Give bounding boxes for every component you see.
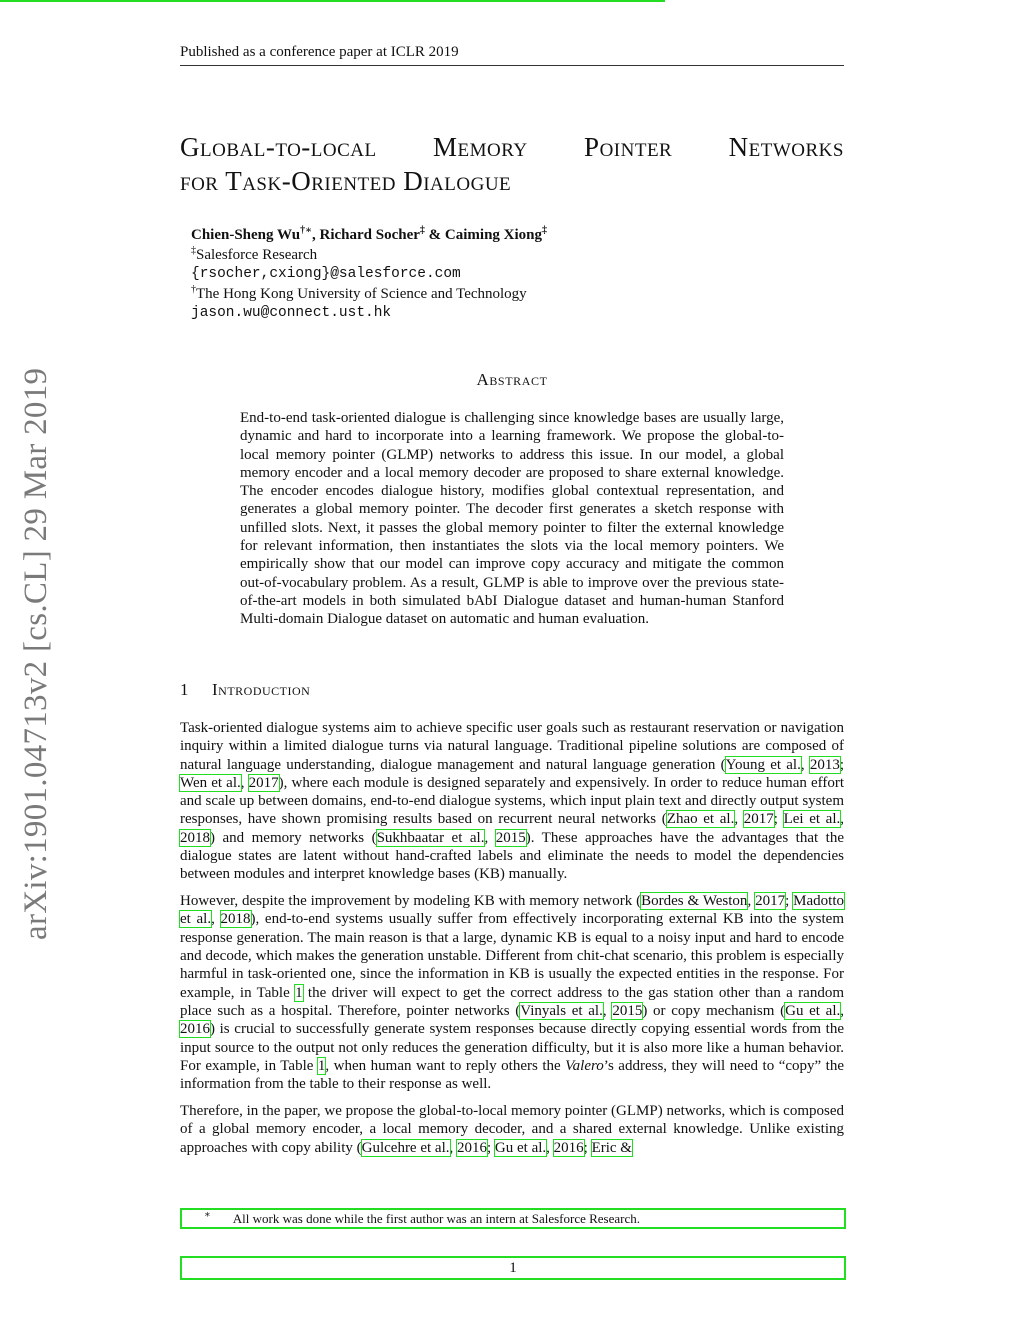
citation-link[interactable]: 2013 [809,756,840,773]
top-highlight-bar [0,0,665,2]
author-block [191,226,547,324]
section-heading: 1 Introduction [180,680,311,699]
paragraph: Task-oriented dialogue systems aim to achieve specific user goals such as restaurant reservation or navigation inquiry within a limited dialogue turns via natural language. Traditional pipeline solutions are composed of natural language understanding, dialogue management and natural language generation (Young et al., 2013; Wen et al., 2017), where each module is designed separately and expensively. In order to reduce human effort and scale up between domains, end-to-end dialogue systems, which input plain text and directly output system responses, have shown promising results based on recurrent neural networks (Zhao et al., 2017; Lei et al., 2018) and memory networks (Sukhbaatar et al., 2015). These approaches have the advantages that the dialogue states are latent without hand-crafted labels and eliminate the needs to model the dependencies between modules and interpret knowledge bases (KB) manually. [180,720,845,883]
table-ref-link[interactable]: 1 [295,984,303,1001]
abstract-text: End-to-end task-oriented dialogue is challenging since knowledge bases are usually large, dynamic and hard to incorporate into a learning framework. We propose the global-to-local memory pointer (GLMP) networks to address this issue. In our model, a global memory encoder and a local memory decoder are proposed to share external knowledge. The encoder encodes dialogue history, modifies global contextual representation, and generates a global memory pointer. The decoder first generates a sketch response with unfilled slots. Next, it passes the global memory pointer to filter the external knowledge for relevant information, then instantiates the slots via the local memory pointers. We empirically show that our model can improve copy accuracy and mitigate the common out-of-vocabulary problem. As a result, GLMP is able to improve over the previous state-of-the-art models in both simulated bAbI Dialogue dataset and human-human Stanford Multi-domain Dialogue dataset on automatic and human evaluation. [240,410,784,628]
page-number[interactable]: 1 [180,1256,846,1280]
citation-link[interactable]: 2018 [220,911,251,928]
citation-link[interactable]: 2017 [248,774,279,791]
citation-link[interactable]: Young et al. [725,756,801,773]
arxiv-stamp: arXiv:1901.04713v2 [cs.CL] 29 Mar 2019 [18,367,54,940]
running-head: Published as a conference paper at ICLR 2019 [180,44,844,66]
citation-link[interactable]: Gu et al. [785,1002,841,1019]
citation-link[interactable]: Gulcehre et al. [361,1139,450,1156]
paper-title [180,130,844,198]
citation-link[interactable]: Eric & [591,1139,632,1156]
email-salesforce[interactable]: {rsocher,cxiong}@salesforce.com [191,266,461,282]
citation-link[interactable]: 2015 [612,1002,643,1019]
table-ref-link[interactable]: 1 [317,1057,326,1074]
citation-link[interactable]: Bordes & Weston [641,893,748,910]
citation-link[interactable]: Sukhbaatar et al. [376,829,485,846]
citation-link[interactable]: Vinyals et al. [520,1002,603,1019]
paragraph: However, despite the improvement by modeling KB with memory network (Bordes & Weston, 2017; Madotto et al., 2018), end-to-end systems usually suffer from effectively incorporating external KB into the system response generation. The main reason is that a large, dynamic KB is equal to a noisy input and hard to encode and decode, which makes the generation unstable. Different from chit-chat scenario, this problem is especially harmful in task-oriented one, since the information in KB is usually the expected entities in the response. For example, in Table 1 the driver will expect to get the correct address to the gas station other than a random place such as a hospital. Therefore, pointer networks (Vinyals et al., 2015) or copy mechanism (Gu et al., 2016) is crucial to successfully generate system responses because directly copying essential words from the input source to the output not only reduces the generation difficulty, but it is also more like a human behavior. For example, in Table 1, when human want to reply others the Valero’s address, they will need to “copy” the information from the table to their response as well. [180,893,845,1093]
citation-link[interactable]: Gu et al. [494,1139,547,1156]
citation-link[interactable]: 2016 [553,1139,584,1156]
citation-link[interactable]: Zhao et al. [666,811,735,828]
citation-link[interactable]: Wen et al. [180,774,241,791]
affiliation-salesforce: ‡Salesforce Research [191,244,318,263]
citation-link[interactable]: Madotto et al. [180,893,844,928]
author-names: Chien-Sheng Wu†∗, Richard Socher‡ & Caiming Xiong‡ [191,225,548,243]
citation-link[interactable]: 2018 [180,829,210,846]
section-body [180,719,844,1165]
citation-link[interactable]: 2016 [180,1021,210,1038]
title-word: Pointer [584,132,673,162]
citation-link[interactable]: Lei et al. [783,811,841,828]
title-line-2: for Task-Oriented Dialogue [180,166,512,196]
abstract-heading: Abstract [476,370,548,389]
footnote[interactable]: ∗ All work was done while the first author was an intern at Salesforce Research. [180,1208,846,1229]
affiliation-hkust: †The Hong Kong University of Science and Technology [191,283,527,302]
citation-link[interactable]: 2017 [755,893,786,910]
title-word: Networks [728,132,844,162]
citation-link[interactable]: 2015 [495,829,526,846]
citation-link[interactable]: 2017 [743,811,774,828]
citation-link[interactable]: 2016 [457,1139,487,1156]
title-word: Global-to-local [180,132,377,162]
paragraph: Therefore, in the paper, we propose the global-to-local memory pointer (GLMP) networks, which is composed of a global memory encoder, a local memory decoder, and a shared external knowledge. Unlike existing approaches with copy ability (Gulcehre et al., 2016; Gu et al., 2016; Eric & [180,1102,844,1156]
email-hkust[interactable]: jason.wu@connect.ust.hk [191,305,392,321]
title-word: Memory [433,132,528,162]
